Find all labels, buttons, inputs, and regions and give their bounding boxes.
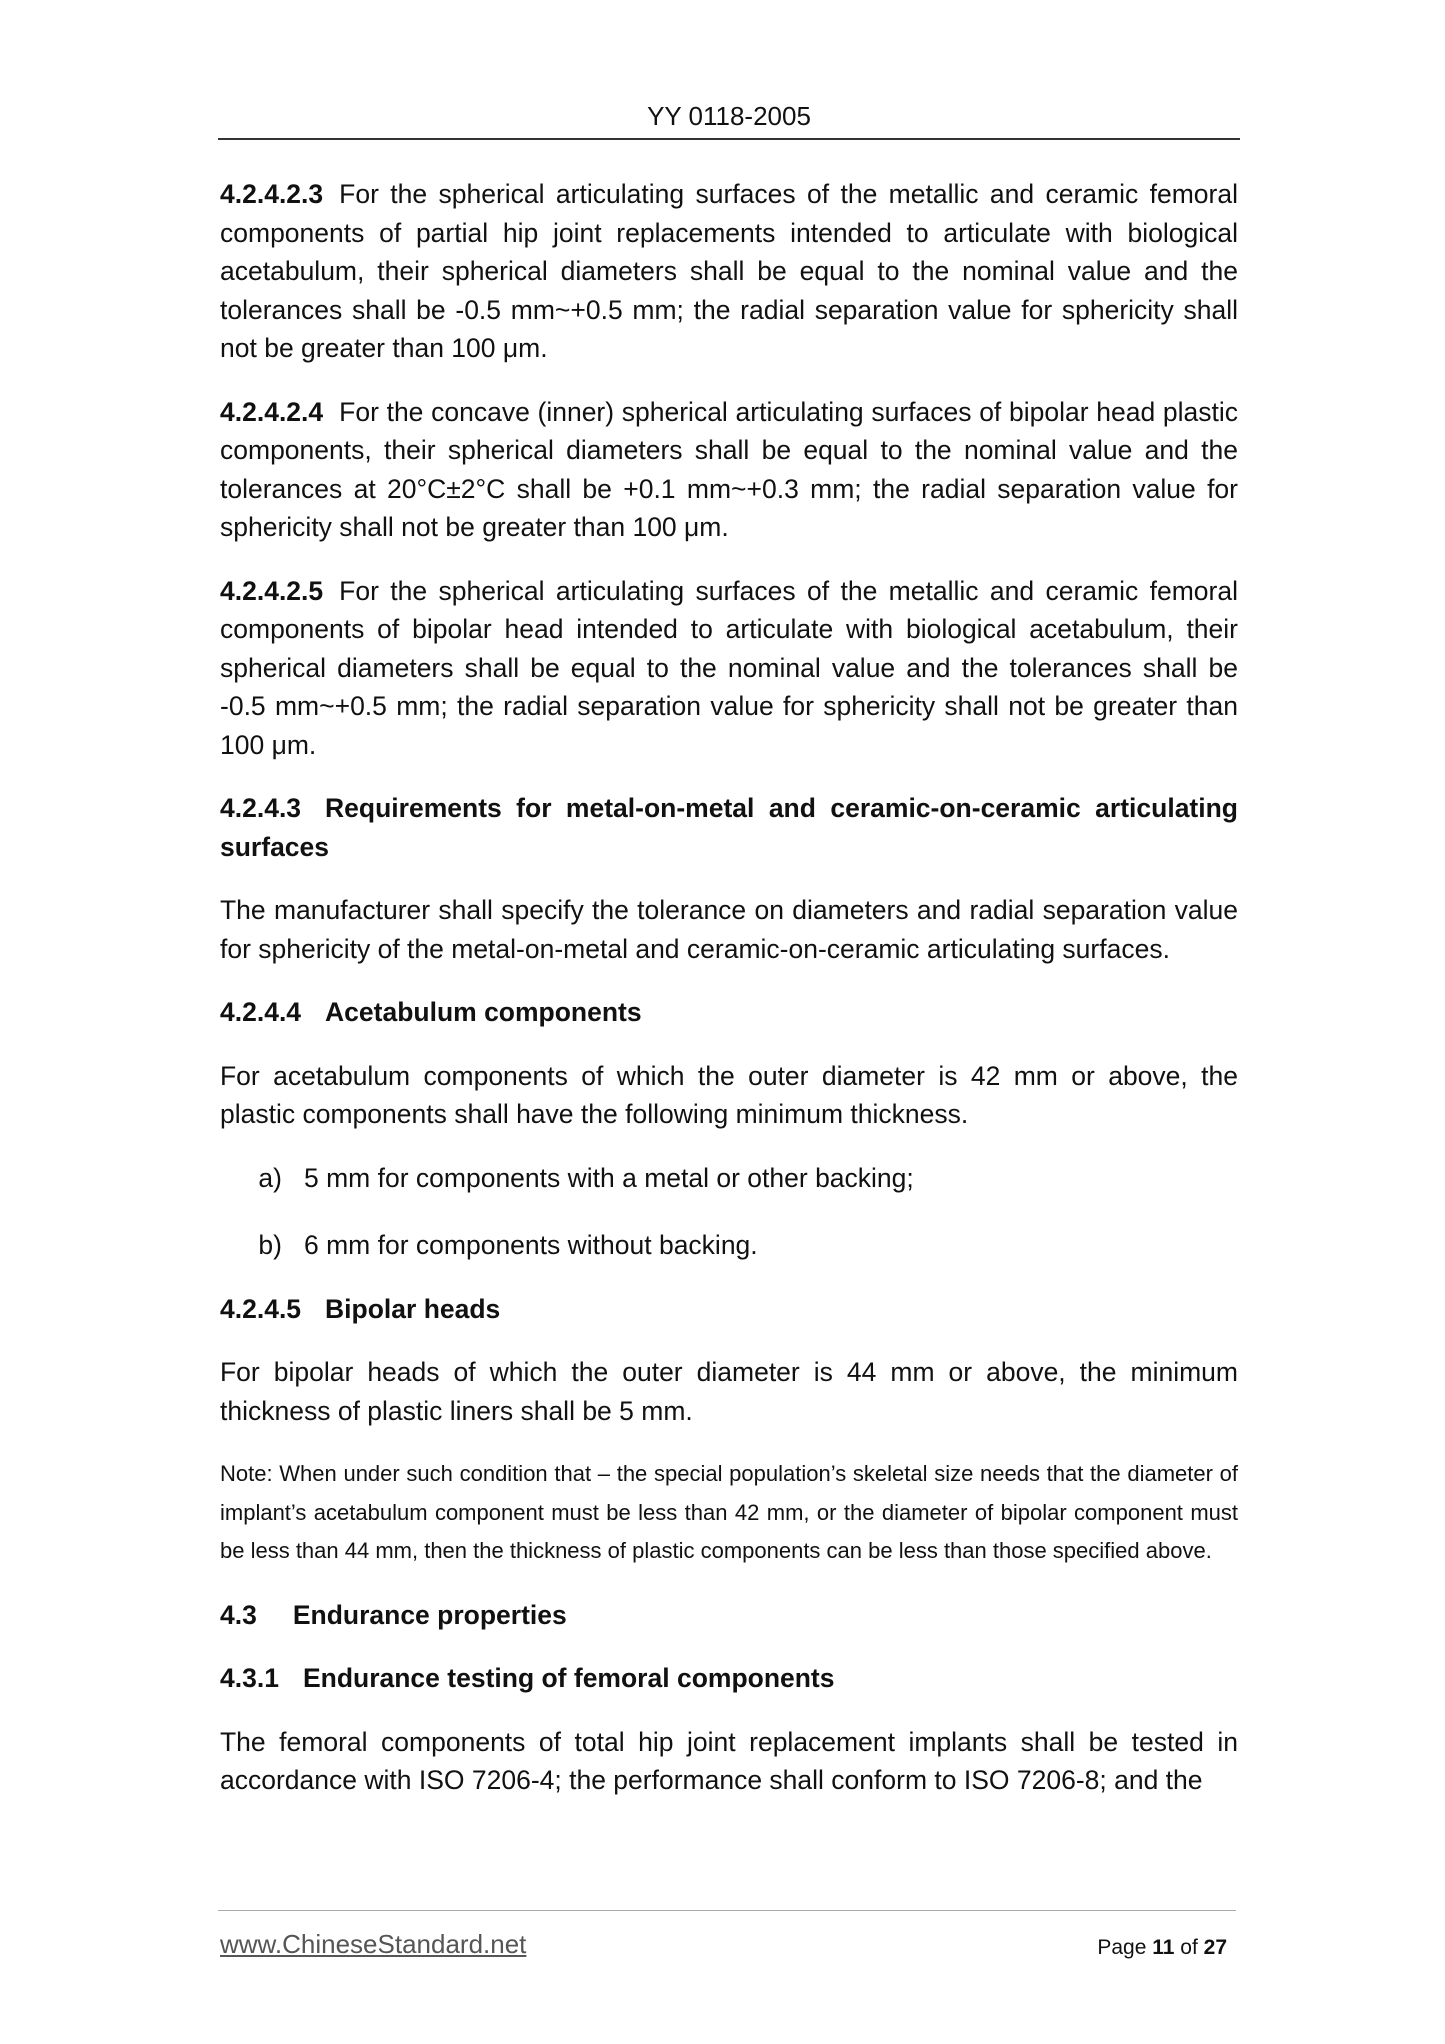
heading-title: Acetabulum components xyxy=(325,997,642,1027)
total-pages: 27 xyxy=(1203,1936,1227,1959)
paragraph-metal-ceramic: The manufacturer shall specify the tolerance on diameters and radial separation value for sphericity of the metal-on-metal and ceramic-on-ceramic articulating surfaces. xyxy=(220,895,1238,964)
page-header xyxy=(218,100,1240,140)
heading-4-3 xyxy=(220,1596,1238,1635)
clause-4-2-4-2-3 xyxy=(220,175,1238,368)
list-marker: a) xyxy=(258,1162,282,1193)
website-link[interactable]: www.ChineseStandard.net xyxy=(220,1929,527,1959)
paragraph-acetabulum: For acetabulum components of which the outer diameter is 42 mm or above, the plastic components shall have the following minimum thickness. xyxy=(220,1060,1238,1129)
heading-4-2-4-4 xyxy=(220,993,1238,1032)
list-text: 6 mm for components without backing. xyxy=(304,1230,758,1260)
heading-number: 4.2.4.5 xyxy=(220,1293,302,1324)
heading-title: Endurance testing of femoral components xyxy=(302,1663,835,1693)
paragraph-bipolar: For bipolar heads of which the outer diameter is 44 mm or above, the minimum thickness of plastic liners shall be 5 mm. xyxy=(220,1357,1238,1426)
paragraph-endurance: The femoral components of total hip joint replacement implants shall be tested in accordance with ISO 7206-4; the performance shall conform to ISO 7206-8; and the xyxy=(220,1726,1238,1795)
heading-4-2-4-3 xyxy=(220,789,1238,866)
clause-text: For the concave (inner) spherical articulating surfaces of bipolar head plastic components, their spherical diameters shall be equal to the nominal value and the tolerances at 20°C±2°C shall be +0.1 mm~+0.3 mm; the radial separation value for sphericity shall not be greater than 100 μm. xyxy=(220,396,1238,542)
heading-4-3-1 xyxy=(220,1659,1238,1698)
heading-number: 4.3.1 xyxy=(220,1663,279,1693)
footer-divider xyxy=(218,1910,1236,1911)
document-code: YY 0118-2005 xyxy=(647,101,811,131)
clause-number: 4.2.4.2.5 xyxy=(220,575,324,606)
heading-number: 4.2.4.4 xyxy=(220,997,302,1027)
list-item xyxy=(220,1159,1238,1198)
clause-number: 4.2.4.2.4 xyxy=(220,396,324,427)
page-of: of xyxy=(1180,1936,1198,1959)
note: Note: When under such condition that – the special population’s skeletal size needs that the diameter of implant’s acetabulum component must be less than 42 mm, or the diameter of bipolar component must be less than 44 mm, then the thickness of plastic components can be less than those specified above. xyxy=(220,1461,1238,1563)
heading-4-2-4-5 xyxy=(220,1290,1238,1329)
clause-text: For the spherical articulating surfaces of the metallic and ceramic femoral components of bipolar head intended to articulate with biological acetabulum, their spherical diameters shall be equal to the nominal value and the tolerances shall be -0.5 mm~+0.5 mm; the radial separation value for sphericity shall not be greater than 100 μm. xyxy=(220,575,1238,760)
heading-title: Requirements for metal-on-metal and ceramic-on-ceramic articulating surfaces xyxy=(220,793,1238,862)
list-marker: b) xyxy=(258,1230,282,1260)
heading-number: 4.2.4.3 xyxy=(220,793,302,823)
thickness-list xyxy=(220,1159,1238,1265)
clause-number: 4.2.4.2.3 xyxy=(220,179,324,209)
heading-title: Bipolar heads xyxy=(325,1293,501,1324)
document-body xyxy=(220,175,1238,1825)
clause-4-2-4-2-5 xyxy=(220,572,1238,765)
clause-text: For the spherical articulating surfaces of the metallic and ceramic femoral components of partial hip joint replacements intended to articulate with biological acetabulum, their spherical diameters shall be equal to the nominal value and the tolerances shall be -0.5 mm~+0.5 mm; the radial separation value for sphericity shall not be greater than 100 μm. xyxy=(220,179,1238,363)
page-prefix: Page xyxy=(1097,1936,1147,1959)
list-item xyxy=(220,1226,1238,1265)
heading-title: Endurance properties xyxy=(292,1599,567,1630)
heading-number: 4.3 xyxy=(220,1599,257,1630)
page-number xyxy=(1097,1934,1227,1962)
clause-4-2-4-2-4 xyxy=(220,393,1238,547)
current-page: 11 xyxy=(1152,1936,1175,1959)
list-text: 5 mm for components with a metal or other backing; xyxy=(304,1162,914,1193)
